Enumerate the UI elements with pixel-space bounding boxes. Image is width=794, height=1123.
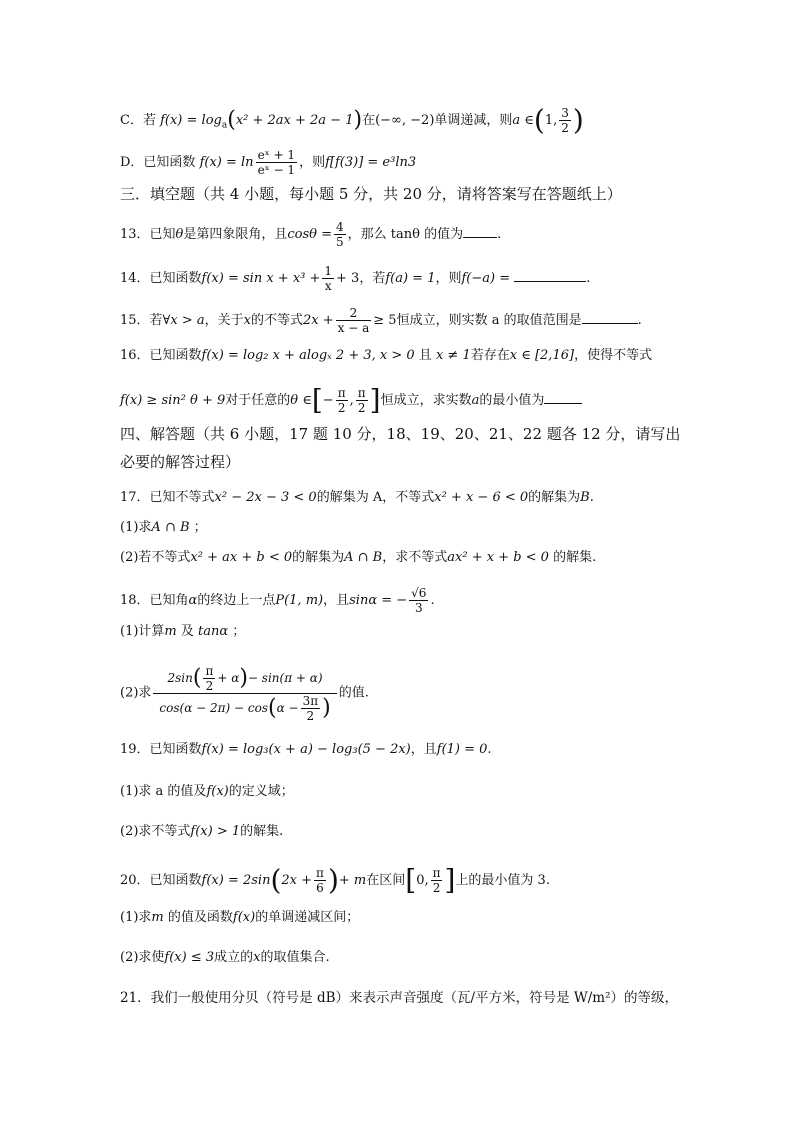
option-c-fraction bbox=[559, 106, 571, 135]
q20-2-pre: (2)求使 bbox=[120, 950, 165, 965]
q13-answer-blank[interactable] bbox=[463, 225, 497, 238]
q18-2-den-inner-d: 2 bbox=[306, 709, 315, 723]
q16b-tail: 恒成立，求实数 bbox=[380, 393, 472, 408]
option-c-base: a bbox=[221, 120, 228, 131]
q20-frac-num: π bbox=[316, 866, 324, 880]
q20-2-mid: 成立的 bbox=[214, 950, 254, 965]
question-17: 17．已知不等式x² − 2x − 3 < 0的解集为 A，不等式x² + x − 6 < 0的解集为B. bbox=[120, 490, 594, 505]
q14-frac-den: x bbox=[324, 279, 332, 293]
q16-expr: f(x) = log₂ x + alogₓ 2 + 3, x > 0 bbox=[201, 348, 415, 363]
q16-answer-blank[interactable] bbox=[544, 391, 582, 404]
question-19 bbox=[120, 740, 720, 760]
q18-2-den-a: cos(α − 2π) − cos bbox=[159, 701, 268, 715]
q17-set-b: B bbox=[580, 490, 590, 505]
option-c-a-in: a ∈ bbox=[512, 113, 534, 128]
q16b-fraction-1 bbox=[336, 386, 348, 415]
q19-tail: . bbox=[487, 742, 492, 757]
option-d-func: f(x) = ln bbox=[199, 155, 254, 170]
q14-plus: + 3，若 bbox=[336, 271, 386, 286]
q13-mid: 是第四象限角，且 bbox=[183, 227, 288, 242]
q16b-fraction-2 bbox=[356, 386, 368, 415]
q20-1-expr: f(x) bbox=[232, 910, 256, 925]
question-17-part-2 bbox=[120, 548, 720, 568]
option-c-range-left: 1, bbox=[544, 113, 558, 128]
option-c-mid: 在 bbox=[362, 113, 376, 128]
q17-e2: x² + x − 6 < 0 bbox=[434, 490, 529, 505]
q16b-frac2-num: π bbox=[357, 386, 366, 400]
q16-pre: 16．已知函数 bbox=[120, 348, 202, 363]
q17-2-e2: ax² + x + b < 0 bbox=[447, 550, 549, 565]
q18-2-num-e: − sin(π + α) bbox=[247, 671, 323, 685]
q19-expr: f(x) = log₃(x + a) − log₃(5 − 2x) bbox=[201, 742, 411, 757]
q18-tail: . bbox=[430, 593, 435, 608]
q13-frac-num: 4 bbox=[336, 220, 344, 234]
q16b-alpha: a bbox=[471, 393, 480, 408]
question-19-part-2 bbox=[120, 822, 720, 842]
q18-2-frac-den: cos(α − 2π) − cos(α − $\frac{3\pi}{2}$ ) bbox=[159, 694, 331, 723]
q19-1-expr: f(x) bbox=[206, 784, 229, 799]
q20-interval-den: 2 bbox=[432, 881, 441, 895]
q14-answer-blank[interactable] bbox=[514, 269, 586, 282]
q14-expr: f(x) = sin x + x³ + bbox=[201, 271, 321, 286]
q20-2-x: x bbox=[253, 950, 261, 965]
question-13: 13．已知θ是第四象限角，且cosθ = $\frac{4}{5}$ ，那么 tanθ 的值为 . bbox=[120, 220, 502, 249]
option-d-frac-den: eˣ − 1 bbox=[257, 163, 296, 177]
q14-pre: 14．已知函数 bbox=[120, 271, 202, 286]
q18-2-num-inner-frac bbox=[203, 664, 215, 693]
option-d-label: D．已知函数 bbox=[120, 155, 196, 170]
q20-1-pre: (1)求 bbox=[120, 910, 152, 925]
q16-cond: x ≠ 1 bbox=[435, 348, 471, 363]
option-c-frac-num: 3 bbox=[561, 106, 569, 120]
q18-2-pre: (2)求 bbox=[120, 685, 152, 701]
q20-2-expr: f(x) ≤ 3 bbox=[164, 950, 215, 965]
q13-frac-den: 5 bbox=[336, 235, 344, 249]
q17-2-set: A ∩ B bbox=[344, 550, 383, 565]
q18-fraction bbox=[409, 586, 428, 615]
q20-frac-den: 6 bbox=[316, 881, 324, 895]
q16-tail2: ，使得不等式 bbox=[574, 348, 653, 363]
q18-pre: 18．已知角 bbox=[120, 593, 189, 608]
q16b-frac2-den: 2 bbox=[357, 401, 366, 415]
option-d-expr: f[f(3)] = e³ln3 bbox=[325, 155, 417, 170]
option-c: C．若 $f(x) = \log_a(x^2 + 2ax + 2a - 1)$在(−∞, −2)单调递减，则a ∈(1, $\frac{3}{2}$ ) bbox=[120, 103, 584, 137]
q16b-tail2: 的最小值为 bbox=[479, 393, 545, 408]
q20-arg: 2x + bbox=[281, 873, 313, 888]
section-3-heading: 三．填空题（共 4 小题，每小题 5 分，共 20 分，请将答案写在答题纸上） bbox=[120, 185, 622, 203]
q18-frac-num: √6 bbox=[411, 586, 427, 600]
section-4-heading: 四、解答题（共 6 小题，17 题 10 分，18、19、20、21、22 题各 12 分，请写出 bbox=[120, 425, 681, 443]
q19-cond: f(1) = 0 bbox=[436, 742, 488, 757]
q13-theta: θ bbox=[175, 227, 184, 242]
q17-1-expr: A ∩ B bbox=[151, 520, 190, 535]
q19-2-expr: f(x) > 1 bbox=[190, 824, 241, 839]
q18-2-num-d: + α bbox=[217, 671, 240, 685]
q18-2-tail: 的值. bbox=[338, 685, 369, 701]
option-c-arg: x² + 2ax + 2a − 1 bbox=[235, 113, 354, 128]
q17-2-pre: (2)若不等式 bbox=[120, 550, 191, 565]
q18-2-den-inner-n: 3π bbox=[302, 694, 319, 708]
q16b-frac1-den: 2 bbox=[337, 401, 346, 415]
q15-pre: 15．若 bbox=[120, 313, 163, 328]
option-c-interval: (−∞, −2) bbox=[375, 113, 435, 128]
question-20-part-1 bbox=[120, 908, 720, 928]
q15-lhs: 2x + bbox=[303, 313, 334, 328]
q20-interval-left: 0, bbox=[416, 873, 429, 888]
q16b-mid: 对于任意的 bbox=[225, 393, 291, 408]
q13-fraction bbox=[334, 220, 346, 249]
question-16 bbox=[120, 346, 720, 366]
q16-mid: 且 bbox=[418, 348, 432, 363]
q16-interval: x ∈ [2,16] bbox=[509, 348, 575, 363]
q18-2-frac-num: 2sin( $\frac{\pi}{2}$ + α)− sin(π + α) bbox=[153, 664, 336, 694]
q15-rhs: ≥ 5 bbox=[373, 313, 397, 328]
q15-x: x bbox=[243, 313, 251, 328]
q17-1-tail: ； bbox=[193, 520, 207, 535]
option-c-label: C．若 bbox=[120, 113, 156, 128]
q17-2-mid2: ，求不等式 bbox=[382, 550, 448, 565]
option-d-frac-num: eˣ + 1 bbox=[257, 148, 296, 162]
q20-interval-num: π bbox=[432, 866, 441, 880]
question-14: 14．已知函数f(x) = sin x + x³ + $\frac{1}{x}$ + 3，若f(a) = 1，则f(−a) = . bbox=[120, 264, 591, 293]
q20-plus: + m bbox=[338, 873, 367, 888]
q16-tail: 若存在 bbox=[470, 348, 510, 363]
q18-2-den-b: α − bbox=[276, 701, 299, 715]
q16b-frac1-num: π bbox=[337, 386, 346, 400]
q13-cos: cosθ = bbox=[287, 227, 333, 242]
q18-2-num-inner-d: 2 bbox=[205, 679, 214, 693]
q18-2-den-inner-frac bbox=[301, 694, 321, 723]
q17-2-mid: 的解集为 bbox=[292, 550, 345, 565]
q19-2-pre: (2)求不等式 bbox=[120, 824, 191, 839]
q15-mid2: 的不等式 bbox=[251, 313, 304, 328]
q15-tail: 恒成立，则实数 a 的取值范围是 bbox=[396, 313, 582, 328]
q18-1-m: m bbox=[164, 624, 177, 639]
q15-frac-num: 2 bbox=[336, 306, 372, 321]
q20-interval-fraction bbox=[431, 866, 443, 895]
q13-pre: 13．已知 bbox=[120, 227, 176, 242]
q18-mid: 的终边上一点 bbox=[197, 593, 276, 608]
option-c-func: f(x) = log bbox=[160, 113, 222, 128]
q20-fraction bbox=[314, 866, 326, 895]
q18-1-pre: (1)计算 bbox=[120, 624, 165, 639]
q17-2-e1: x² + ax + b < 0 bbox=[190, 550, 293, 565]
option-d-tail: ，则 bbox=[299, 155, 326, 170]
q20-tail: 上的最小值为 3. bbox=[455, 873, 550, 888]
q17-e1: x² − 2x − 3 < 0 bbox=[214, 490, 317, 505]
section-4-heading-cont: 必要的解答过程） bbox=[120, 453, 241, 471]
question-20: 20．已知函数f(x) = 2sin(2x + $\frac{\pi}{6}$ )+ m在区间[0, $\frac{\pi}{2}$ ]上的最小值为 3. bbox=[120, 863, 550, 897]
q19-2-tail: 的解集. bbox=[240, 824, 284, 839]
question-21: 21．我们一般使用分贝（符号是 dB）来表示声音强度（瓦/平方米，符号是 W/m²）的等级， bbox=[120, 990, 679, 1006]
question-17-part-1 bbox=[120, 518, 720, 538]
q16b-theta-in: θ ∈ bbox=[290, 393, 312, 408]
q18-1-mid: 及 bbox=[180, 624, 194, 639]
q15-frac-den: x − a bbox=[337, 321, 370, 335]
q20-expr: f(x) = 2sin bbox=[201, 873, 271, 888]
q17-tail: 的解集为 bbox=[528, 490, 581, 505]
question-15: 15．若∀x > a，关于x的不等式2x + $\frac{2}{x - a}$ ≥ 5恒成立，则实数 a 的取值范围是 . bbox=[120, 306, 642, 335]
q17-pre: 17．已知不等式 bbox=[120, 490, 215, 505]
option-c-frac-den: 2 bbox=[561, 121, 569, 135]
question-18-part-2 bbox=[120, 664, 720, 724]
q18-2-fraction bbox=[153, 664, 336, 723]
q17-1-pre: (1)求 bbox=[120, 520, 152, 535]
question-19-part-1 bbox=[120, 782, 720, 802]
q20-1-mid: 的值及函数 bbox=[167, 910, 233, 925]
q20-mid: 在区间 bbox=[366, 873, 406, 888]
q18-2-num-inner-n: π bbox=[205, 664, 214, 678]
q15-fraction bbox=[336, 306, 372, 335]
q20-pre: 20．已知函数 bbox=[120, 873, 202, 888]
q19-1-pre: (1)求 a 的值及 bbox=[120, 784, 207, 799]
q18-alpha: α bbox=[188, 593, 198, 608]
option-d-fraction bbox=[256, 148, 298, 177]
q14-frac-num: 1 bbox=[324, 264, 333, 278]
q18-1-tan: tanα bbox=[198, 624, 229, 639]
q14-cond: f(a) = 1 bbox=[385, 271, 436, 286]
q18-1-tail: ； bbox=[232, 624, 246, 639]
q16b-expr: f(x) ≥ sin² θ + 9 bbox=[120, 393, 226, 408]
question-18 bbox=[120, 586, 720, 615]
option-c-tail: 单调递减，则 bbox=[434, 113, 513, 128]
q18-2-num-a: 2sin bbox=[167, 671, 193, 685]
q17-2-tail: 的解集. bbox=[553, 550, 597, 565]
q15-answer-blank[interactable] bbox=[582, 311, 638, 324]
q18-mid2: ，且 bbox=[323, 593, 350, 608]
q20-1-m: m bbox=[151, 910, 164, 925]
q20-1-tail: 的单调递减区间； bbox=[255, 910, 360, 925]
q19-1-tail: 的定义域； bbox=[228, 784, 294, 799]
question-20-part-2 bbox=[120, 948, 720, 968]
question-18-part-1 bbox=[120, 622, 720, 642]
q13-tail: ，那么 tanθ 的值为 bbox=[347, 227, 464, 242]
q14-fraction bbox=[322, 264, 334, 293]
q19-mid: ，且 bbox=[410, 742, 437, 757]
q18-frac-den: 3 bbox=[414, 601, 423, 615]
question-16-cont: f(x) ≥ sin² θ + 9对于任意的θ ∈[− $\frac{\pi}{2}$ , $\frac{\pi}{2}$ ]恒成立，求实数a的最小值为 bbox=[120, 386, 720, 415]
q15-forall: ∀x > a bbox=[162, 313, 205, 328]
q18-point: P(1, m) bbox=[275, 593, 324, 608]
q20-2-tail: 的取值集合. bbox=[260, 950, 330, 965]
q14-tail: ，则 bbox=[435, 271, 462, 286]
option-d bbox=[120, 148, 720, 177]
q17-mid: 的解集为 A，不等式 bbox=[316, 490, 435, 505]
q15-mid: ，关于 bbox=[204, 313, 244, 328]
q14-ask: f(−a) = bbox=[461, 271, 511, 286]
q18-sin: sinα = − bbox=[349, 593, 408, 608]
q19-pre: 19．已知函数 bbox=[120, 742, 202, 757]
